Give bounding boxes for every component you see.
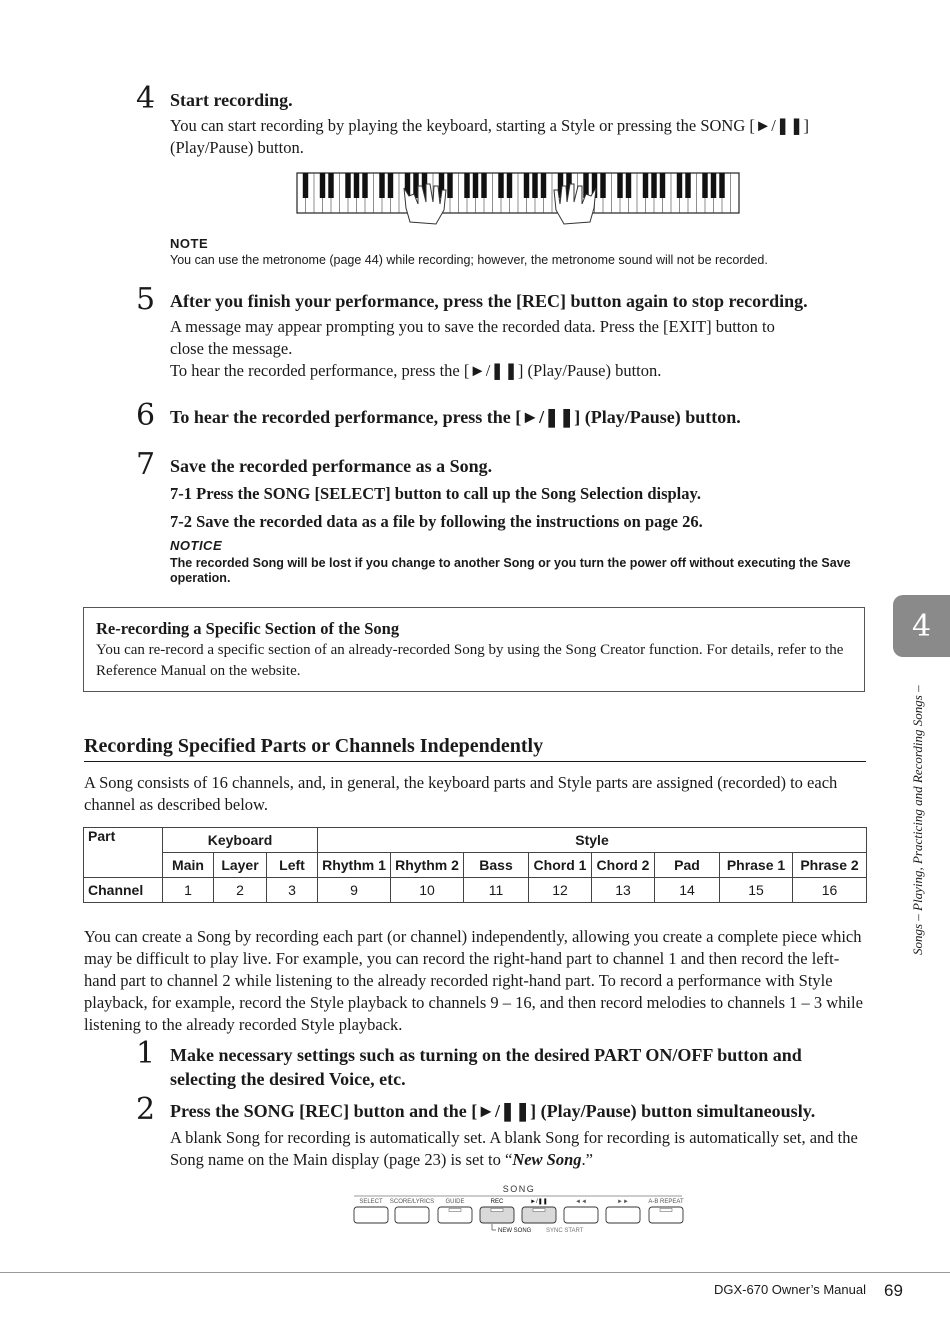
body-paragraph: You can create a Song by recording each part (or channel) independently, allowing you create a complete piece which may be difficult to play live. For example, you can record the right-hand part to channel 1 and then record the left-hand part to channel 2 while listening to the already recorded right-hand part. To record a performance with Style playback, for example, record the Style playback to channels 9 – 16, and then record melodies to channels 1 – 3 while listening to the already recorded Style playback. — [84, 927, 863, 1034]
table-row — [84, 878, 867, 903]
chapter-tab: 4 — [893, 595, 950, 657]
table-cell-part: Rhythm 2 — [391, 853, 464, 878]
song-panel-title: SONG — [502, 1184, 536, 1194]
table-cell-part: Phrase 1 — [720, 853, 793, 878]
info-box-title: Re-recording a Specific Section of the Song — [96, 619, 400, 638]
song-button-label: ►/❚❚ — [530, 1199, 548, 1205]
keyboard-icon — [297, 173, 739, 213]
step-heading: Start recording. — [170, 90, 293, 110]
song-button-label: SELECT — [359, 1199, 383, 1205]
step-heading — [170, 1043, 802, 1091]
song-button-label: A-B REPEAT — [648, 1199, 684, 1205]
table-cell-channel: 1 — [163, 878, 214, 903]
table-cell-channel: 10 — [391, 878, 464, 903]
info-box — [83, 607, 865, 692]
keyboard-hands-illustration — [296, 172, 741, 232]
table-row — [84, 853, 867, 878]
table-cell-part: Bass — [464, 853, 529, 878]
step-body — [170, 1127, 870, 1171]
song-button[interactable] — [395, 1207, 429, 1223]
note-text: You can use the metronome (page 44) while recording; however, the metronome sound will not be recorded. — [170, 253, 768, 267]
chapter-caption: Songs – Playing, Practicing and Recording Songs – — [910, 685, 925, 955]
footer-manual-title: DGX-670 Owner’s Manual — [714, 1282, 866, 1297]
step-body — [170, 115, 870, 159]
channel-table — [83, 827, 867, 903]
table-header-part: Part — [84, 828, 163, 878]
step-body-line: (Play/Pause) button. — [170, 138, 304, 157]
step-number: 1 — [136, 1036, 156, 1071]
step-heading: Save the recorded performance as a Song. — [170, 456, 493, 476]
notice-label: NOTICE — [170, 538, 223, 553]
step-body — [170, 316, 870, 382]
table-cell-part: Chord 1 — [529, 853, 592, 878]
step-number: 7 — [136, 447, 156, 482]
song-button-led — [533, 1209, 545, 1212]
table-row — [84, 828, 867, 853]
song-button[interactable] — [354, 1207, 388, 1223]
table-cell-channel: 9 — [318, 878, 391, 903]
step-number: 2 — [136, 1092, 156, 1127]
song-button-label: ◄◄ — [575, 1199, 587, 1205]
song-button-led — [491, 1209, 503, 1212]
table-cell-channel: 14 — [655, 878, 720, 903]
step-number: 6 — [136, 398, 156, 433]
song-button[interactable] — [606, 1207, 640, 1223]
table-cell-channel: 15 — [720, 878, 793, 903]
song-button[interactable] — [564, 1207, 598, 1223]
substep-heading: 7-2 Save the recorded data as a file by following the instructions on page 26. — [170, 512, 703, 531]
table-cell-channel: 11 — [464, 878, 529, 903]
table-cell-part: Layer — [214, 853, 267, 878]
info-box-body: You can re-record a specific section of an already-recorded Song by using the Song Creator function. For details, refer to the Reference Manual on the website. — [96, 642, 844, 679]
page-number: 69 — [884, 1281, 903, 1300]
table-cell-part: Main — [163, 853, 214, 878]
step-body-line: A message may appear prompting you to save the recorded data. Press the [EXIT] button to — [170, 317, 775, 336]
table-header-channel: Channel — [84, 878, 163, 903]
step-number: 5 — [136, 282, 156, 317]
song-button-label: GUIDE — [445, 1199, 465, 1205]
substep-heading: 7-1 Press the SONG [SELECT] button to call up the Song Selection display. — [170, 484, 701, 503]
footer-divider — [0, 1272, 950, 1273]
sync-start-label: SYNC START — [546, 1228, 584, 1234]
step-heading: After you finish your performance, press the [REC] button again to stop recording. — [170, 291, 808, 311]
table-cell-part: Pad — [655, 853, 720, 878]
table-cell-channel: 16 — [793, 878, 867, 903]
section-title: Recording Specified Parts or Channels Independently — [84, 735, 866, 762]
step-body-text: .” — [581, 1150, 593, 1169]
table-header-keyboard: Keyboard — [163, 828, 318, 853]
table-cell-part: Chord 2 — [592, 853, 655, 878]
song-button-label: ►► — [617, 1199, 629, 1205]
table-cell-part: Rhythm 1 — [318, 853, 391, 878]
step-heading: To hear the recorded performance, press the [►/❚❚] (Play/Pause) button. — [170, 407, 741, 427]
new-song-label: NEW SONG — [498, 1228, 532, 1234]
table-cell-channel: 3 — [267, 878, 318, 903]
step-body-text: A blank Song for recording is automatically set. A blank Song for recording is automatically set, and the Song name on the Main display (page 23) is set to “ — [170, 1128, 858, 1169]
table-header-style: Style — [318, 828, 867, 853]
step-heading-line: selecting the desired Voice, etc. — [170, 1069, 406, 1089]
notice-text: The recorded Song will be lost if you change to another Song or you turn the power off without executing the Save operation. — [170, 556, 851, 585]
step-heading: Press the SONG [REC] button and the [►/❚❚] (Play/Pause) button simultaneously. — [170, 1101, 816, 1121]
table-cell-channel: 12 — [529, 878, 592, 903]
table-cell-channel: 2 — [214, 878, 267, 903]
song-button-label: SCORE/LYRICS — [389, 1199, 435, 1205]
song-button-led — [660, 1209, 672, 1212]
table-cell-channel: 13 — [592, 878, 655, 903]
note-label: NOTE — [170, 236, 209, 251]
table-cell-part: Left — [267, 853, 318, 878]
song-name: New Song — [512, 1150, 582, 1169]
step-body-line: To hear the recorded performance, press the [►/❚❚] (Play/Pause) button. — [170, 361, 662, 380]
song-button-label: REC — [490, 1199, 504, 1205]
section-intro: A Song consists of 16 channels, and, in general, the keyboard parts and Style parts are assigned (recorded) to each channel as described below. — [84, 773, 838, 814]
step-body-line: You can start recording by playing the keyboard, starting a Style or pressing the SONG [►/❚❚] — [170, 116, 809, 135]
step-number: 4 — [136, 81, 156, 116]
step-heading-line: Make necessary settings such as turning on the desired PART ON/OFF button and — [170, 1045, 802, 1065]
song-button-led — [449, 1209, 461, 1212]
table-cell-part: Phrase 2 — [793, 853, 867, 878]
step-body-line: close the message. — [170, 339, 293, 358]
song-control-panel — [350, 1180, 686, 1238]
